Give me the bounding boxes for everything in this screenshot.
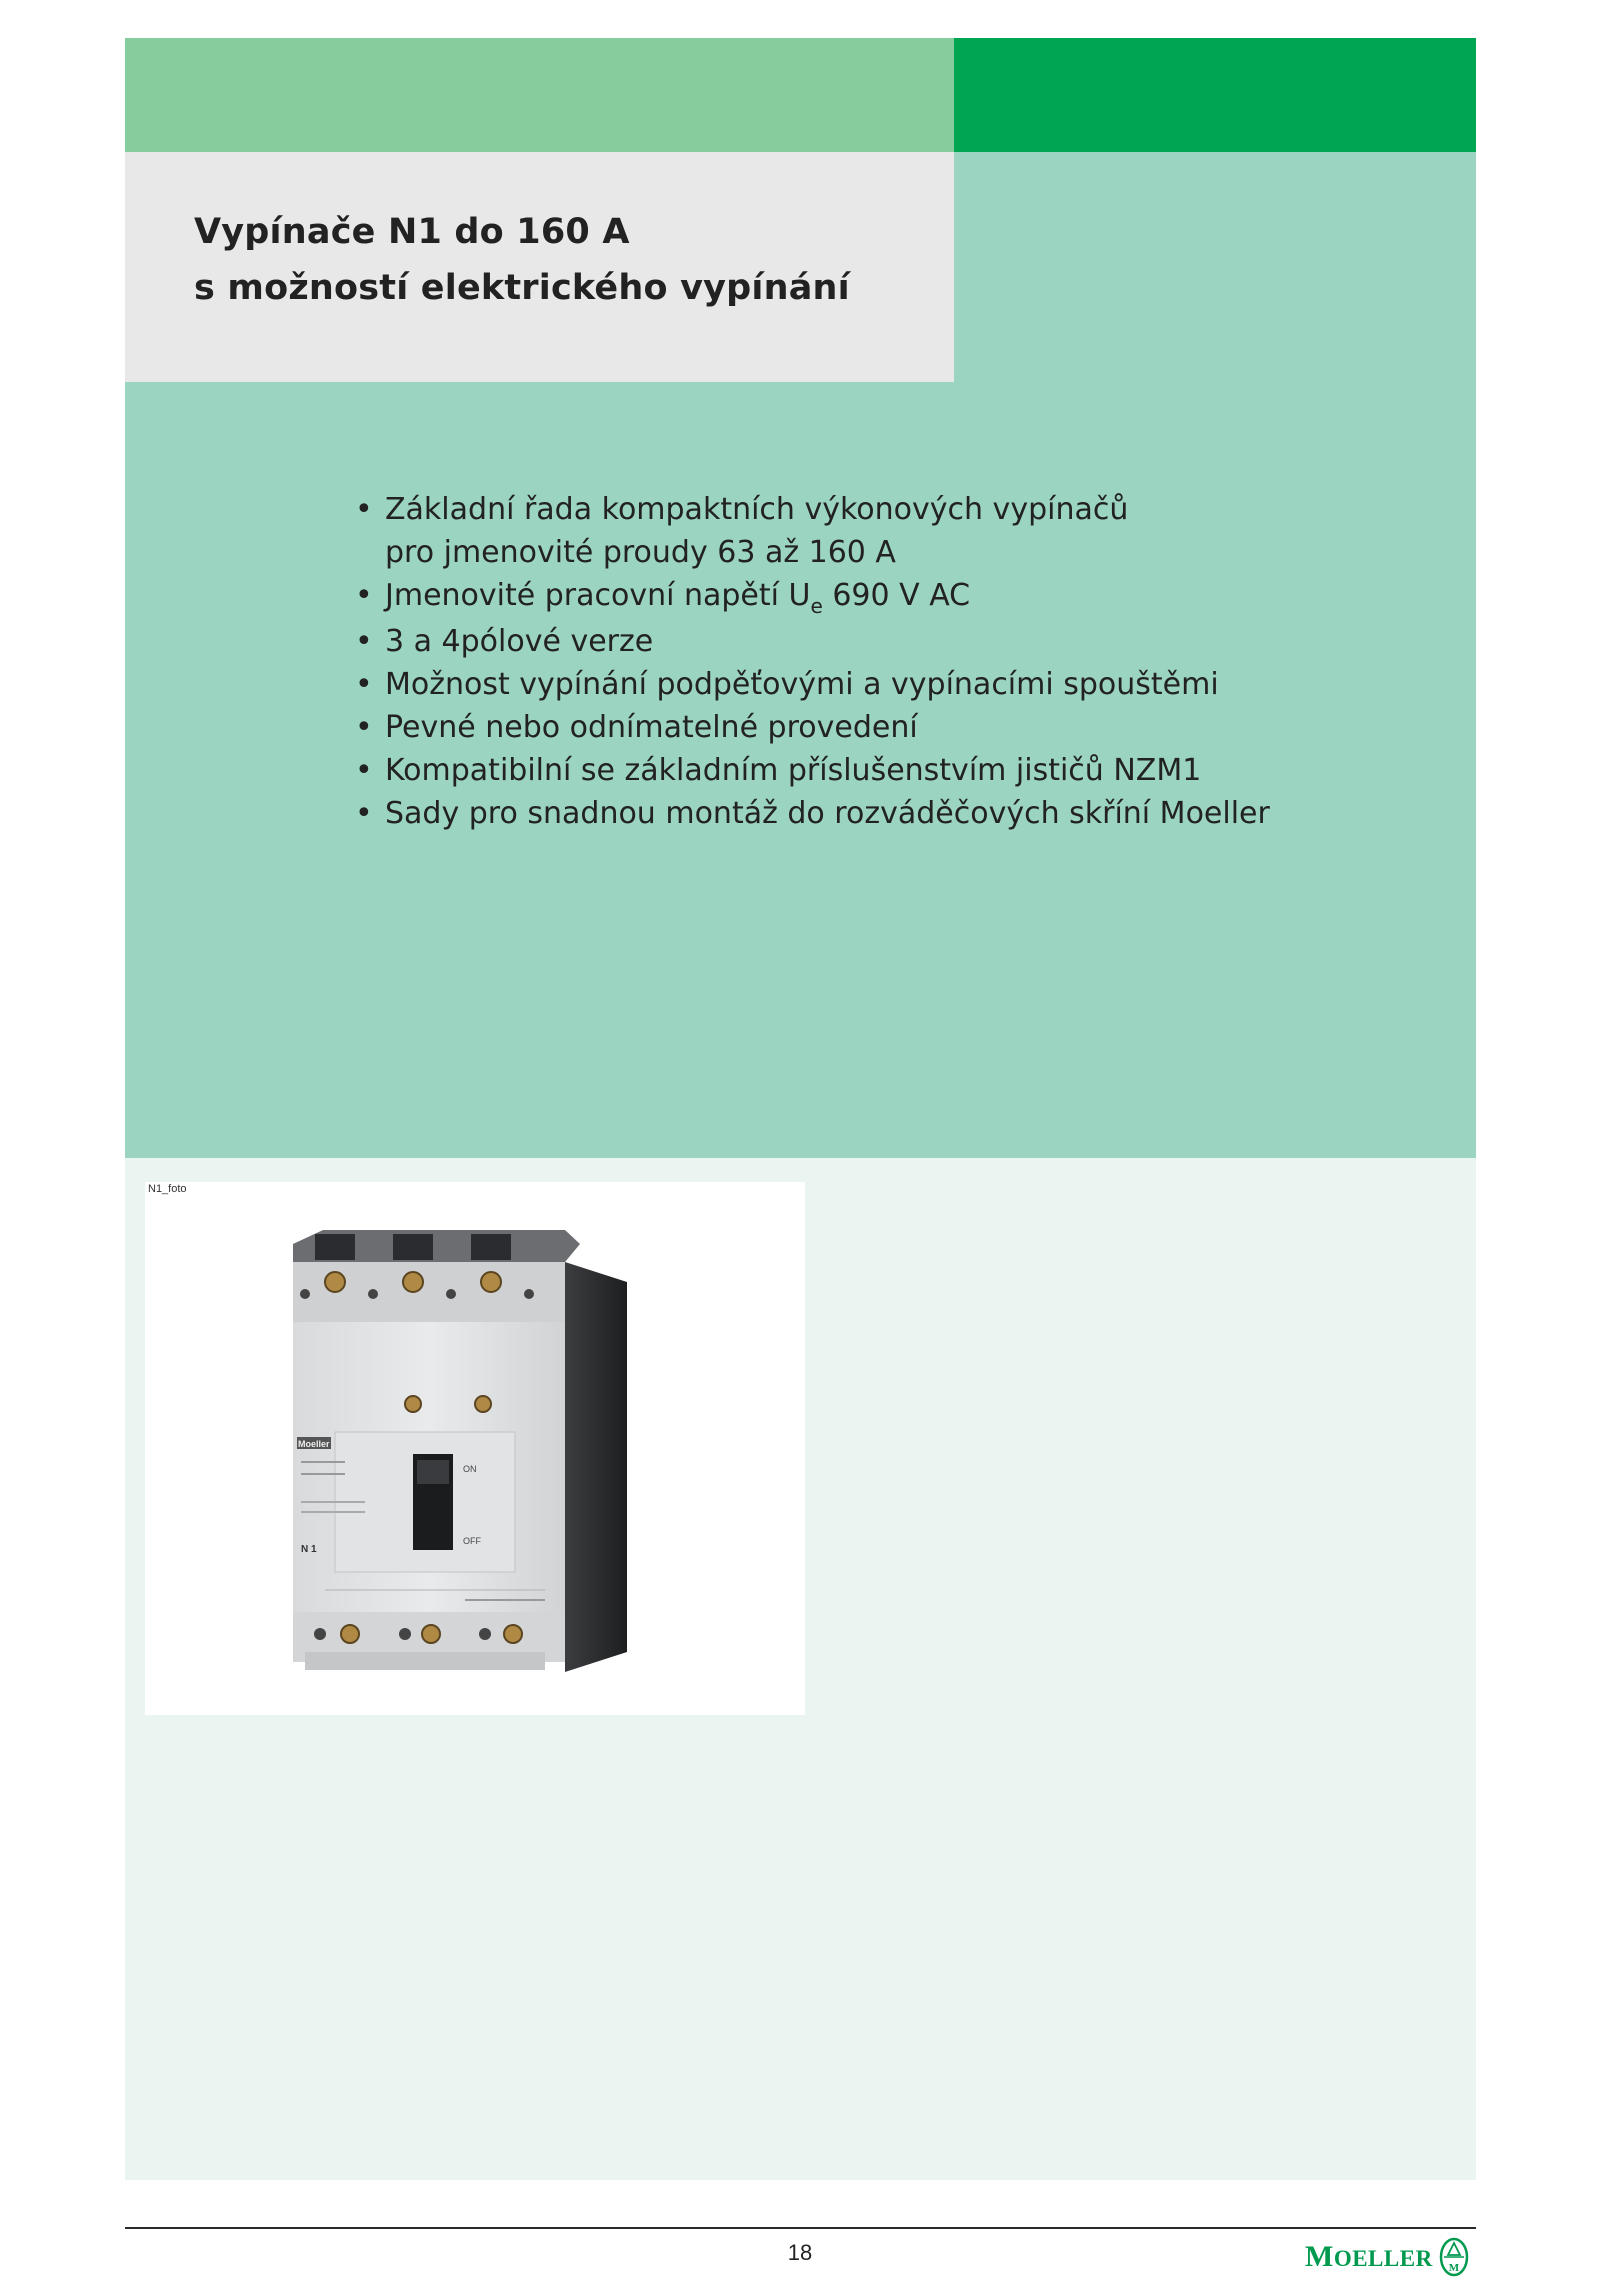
page-subtitle: s možností elektrického vypínání <box>194 268 850 308</box>
bullet: • <box>355 667 373 702</box>
switch-on-text: ON <box>463 1464 477 1474</box>
footer-rule <box>125 2227 1476 2229</box>
header-band-dark <box>954 38 1476 152</box>
switch-off-text: OFF <box>463 1536 481 1546</box>
feature-item <box>355 663 1435 706</box>
feature-item <box>355 620 1435 663</box>
feature-text: Sady pro snadnou montáž do rozváděčových skříní Moeller <box>385 796 1270 831</box>
title-box <box>125 152 954 382</box>
feature-list <box>355 488 1435 835</box>
bullet: • <box>355 624 373 659</box>
bullet: • <box>355 710 373 745</box>
moeller-emblem-icon <box>1439 2237 1469 2277</box>
logo-rest: OELLER <box>1333 2246 1433 2271</box>
feature-item <box>355 488 1435 574</box>
bullet: • <box>355 492 373 527</box>
header-band-light <box>125 38 954 152</box>
feature-text: Základní řada kompaktních výkonových vypínačů <box>385 492 1129 527</box>
product-photo <box>145 1182 805 1715</box>
feature-text-after: 690 V AC <box>822 578 971 613</box>
feature-item <box>355 749 1435 792</box>
logo-wordmark <box>1305 2240 1433 2274</box>
emblem-letter: M <box>1448 2262 1459 2274</box>
device-model-text: N 1 <box>301 1544 317 1555</box>
feature-text: Možnost vypínání podpěťovými a vypínacími spouštěmi <box>385 667 1219 702</box>
feature-text-continuation: pro jmenovité proudy 63 až 160 A <box>385 535 896 570</box>
device-brand-text: Moeller <box>298 1439 330 1449</box>
logo-initial: M <box>1305 2240 1334 2273</box>
feature-text: Jmenovité pracovní napětí U <box>385 578 811 613</box>
page-number: 18 <box>787 2240 813 2265</box>
bullet: • <box>355 578 373 613</box>
feature-text: Pevné nebo odnímatelné provedení <box>385 710 918 745</box>
feature-item <box>355 706 1435 749</box>
bullet: • <box>355 753 373 788</box>
feature-item <box>355 792 1435 835</box>
circuit-breaker-illustration <box>145 1182 805 1715</box>
feature-text: Kompatibilní se základním příslušenstvím jističů NZM1 <box>385 753 1202 788</box>
feature-item <box>355 574 1435 620</box>
feature-text: 3 a 4pólové verze <box>385 624 654 659</box>
page-title: Vypínače N1 do 160 A <box>194 212 630 252</box>
moeller-logo <box>1305 2237 1469 2277</box>
photo-label: N1_foto <box>148 1183 187 1195</box>
feature-subscript: e <box>810 594 823 618</box>
bullet: • <box>355 796 373 831</box>
